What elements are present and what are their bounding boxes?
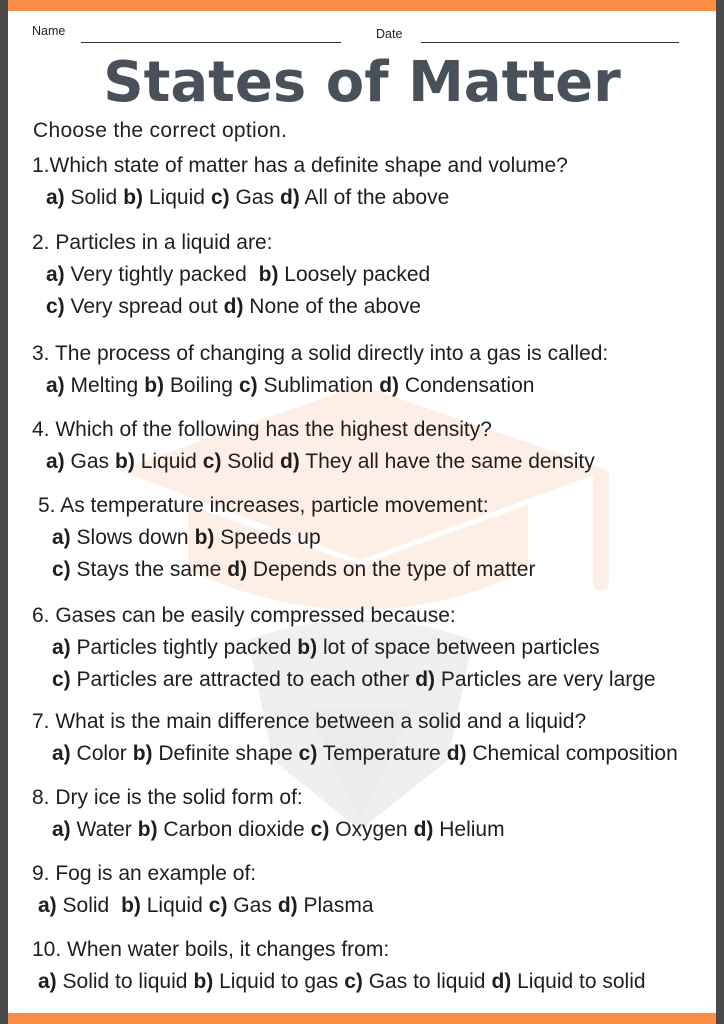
question-8 xyxy=(8,782,716,846)
question-stem: 3. The process of changing a solid directly into a gas is called: xyxy=(32,342,609,365)
option-text: Color xyxy=(70,742,127,765)
option-text: They all have the same density xyxy=(299,450,595,473)
option-text: lot of space between particles xyxy=(317,636,600,659)
option-key: d) xyxy=(227,558,248,581)
option-key: b) xyxy=(194,526,215,549)
question-9 xyxy=(8,858,716,922)
options-row xyxy=(8,890,716,922)
question-stem: 9. Fog is an example of: xyxy=(32,862,257,885)
answer-option-c[interactable] xyxy=(46,295,218,318)
options-row xyxy=(8,814,716,846)
answer-option-c[interactable] xyxy=(344,970,485,993)
option-text: None of the above xyxy=(243,295,421,318)
answer-option-a[interactable] xyxy=(52,526,189,549)
option-text: Melting xyxy=(64,374,139,397)
option-key: d) xyxy=(223,295,244,318)
option-key: d) xyxy=(415,668,436,691)
option-key: b) xyxy=(123,186,144,209)
option-text: Slows down xyxy=(70,526,189,549)
option-key: c) xyxy=(298,742,318,765)
question-5 xyxy=(8,490,716,586)
answer-option-b[interactable] xyxy=(123,186,205,209)
question-1 xyxy=(8,150,716,214)
option-key: d) xyxy=(446,742,467,765)
option-key: b) xyxy=(121,894,141,917)
option-text: Gas xyxy=(227,894,272,917)
option-key: b) xyxy=(132,742,153,765)
option-text: Definite shape xyxy=(152,742,293,765)
option-text: Speeds up xyxy=(214,526,321,549)
answer-option-d[interactable] xyxy=(447,742,678,765)
option-key: c) xyxy=(210,186,230,209)
options-row xyxy=(8,554,716,586)
answer-option-d[interactable] xyxy=(414,818,505,841)
answer-option-b[interactable] xyxy=(115,450,197,473)
answer-option-b[interactable] xyxy=(133,742,293,765)
option-key: b) xyxy=(193,970,214,993)
answer-option-d[interactable] xyxy=(415,668,655,691)
worksheet-page xyxy=(8,0,716,1024)
answer-option-a[interactable] xyxy=(38,970,187,993)
answer-option-b[interactable] xyxy=(195,526,321,549)
options-row xyxy=(8,291,716,323)
question-stem: 6. Gases can be easily compressed because: xyxy=(32,604,456,627)
option-text: Water xyxy=(70,818,132,841)
option-key: b) xyxy=(297,636,318,659)
answer-option-d[interactable] xyxy=(224,295,421,318)
answer-option-a[interactable] xyxy=(52,636,291,659)
answer-option-d[interactable] xyxy=(491,970,645,993)
answer-option-c[interactable] xyxy=(52,668,409,691)
answer-option-b[interactable] xyxy=(144,374,233,397)
option-key: c) xyxy=(344,970,363,993)
answer-option-d[interactable] xyxy=(280,186,449,209)
question-stem: 7. What is the main difference between a solid and a liquid? xyxy=(32,710,587,733)
answer-option-b[interactable] xyxy=(138,818,305,841)
option-key: c) xyxy=(202,450,222,473)
option-key: d) xyxy=(491,970,512,993)
answer-option-b[interactable] xyxy=(193,970,338,993)
option-text: Gas to liquid xyxy=(362,970,486,993)
option-key: a) xyxy=(46,263,65,286)
question-stem: 2. Particles in a liquid are: xyxy=(32,231,273,254)
header-fields xyxy=(8,22,716,46)
option-key: b) xyxy=(144,374,165,397)
option-key: c) xyxy=(238,374,258,397)
option-text: Liquid to solid xyxy=(511,970,646,993)
answer-option-d[interactable] xyxy=(280,450,595,473)
option-text: Very tightly packed xyxy=(64,263,253,286)
option-key: a) xyxy=(52,526,71,549)
option-text: Particles tightly packed xyxy=(70,636,292,659)
date-label: Date xyxy=(376,27,403,41)
answer-option-c[interactable] xyxy=(311,818,408,841)
options-row xyxy=(8,522,716,554)
answer-option-c[interactable] xyxy=(209,894,272,917)
option-text: Stays the same xyxy=(70,558,222,581)
options-row xyxy=(8,664,716,696)
question-6 xyxy=(8,600,716,696)
option-text: Boiling xyxy=(164,374,233,397)
answer-option-c[interactable] xyxy=(299,742,441,765)
question-stem: 1.Which state of matter has a definite shape and volume? xyxy=(32,154,568,177)
option-text: Helium xyxy=(433,818,505,841)
answer-option-a[interactable] xyxy=(52,818,132,841)
answer-option-a[interactable] xyxy=(46,450,109,473)
option-key: d) xyxy=(279,450,300,473)
option-key: d) xyxy=(379,374,400,397)
page-title: States of Matter xyxy=(103,50,621,115)
top-accent-bar xyxy=(8,0,716,11)
answer-option-a[interactable] xyxy=(46,263,253,286)
options-row xyxy=(8,370,716,402)
options-row xyxy=(8,182,716,214)
options-row xyxy=(8,966,716,998)
option-key: a) xyxy=(38,894,57,917)
question-3 xyxy=(8,338,716,402)
name-label: Name xyxy=(32,24,66,38)
options-row xyxy=(8,446,716,478)
answer-option-a[interactable] xyxy=(52,742,127,765)
option-text: Liquid to gas xyxy=(213,970,339,993)
option-text: Gas xyxy=(64,450,110,473)
option-key: c) xyxy=(310,818,330,841)
option-key: b) xyxy=(258,263,279,286)
instructions: Choose the correct option. xyxy=(33,119,288,142)
question-stem: 10. When water boils, it changes from: xyxy=(32,938,390,961)
answer-option-d[interactable] xyxy=(227,558,535,581)
option-key: c) xyxy=(52,668,71,691)
option-key: c) xyxy=(208,894,228,917)
answer-option-d[interactable] xyxy=(278,894,374,917)
answer-option-b[interactable] xyxy=(297,636,599,659)
option-text: Chemical composition xyxy=(466,742,678,765)
option-text: Particles are very large xyxy=(435,668,656,691)
option-text: Liquid xyxy=(134,450,197,473)
question-stem: 5. As temperature increases, particle movement: xyxy=(38,494,489,517)
option-text: Solid xyxy=(64,186,118,209)
option-key: b) xyxy=(137,818,158,841)
answer-option-c[interactable] xyxy=(203,450,274,473)
answer-option-a[interactable] xyxy=(38,894,115,917)
option-text: Solid to liquid xyxy=(56,970,188,993)
options-row xyxy=(8,738,716,770)
option-text: Solid xyxy=(221,450,274,473)
option-text: Gas xyxy=(229,186,274,209)
option-text: Particles are attracted to each other xyxy=(70,668,410,691)
option-text: Solid xyxy=(56,894,116,917)
answer-option-a[interactable] xyxy=(46,374,138,397)
question-stem: 4. Which of the following has the highest density? xyxy=(32,418,492,441)
date-field[interactable] xyxy=(421,42,679,43)
answer-option-b[interactable] xyxy=(259,263,431,286)
options-row xyxy=(8,632,716,664)
option-text: Liquid xyxy=(143,186,205,209)
option-key: a) xyxy=(46,186,65,209)
option-key: a) xyxy=(46,374,65,397)
answer-option-a[interactable] xyxy=(46,186,117,209)
option-key: d) xyxy=(279,186,300,209)
option-text: Liquid xyxy=(140,894,203,917)
option-text: Plasma xyxy=(297,894,374,917)
option-key: a) xyxy=(52,818,71,841)
question-10 xyxy=(8,934,716,998)
option-key: d) xyxy=(413,818,434,841)
option-key: c) xyxy=(52,558,71,581)
option-key: d) xyxy=(277,894,298,917)
answer-option-c[interactable] xyxy=(52,558,221,581)
answer-option-d[interactable] xyxy=(379,374,534,397)
option-text: Very spread out xyxy=(64,295,218,318)
answer-option-c[interactable] xyxy=(211,186,274,209)
question-4 xyxy=(8,414,716,478)
option-key: a) xyxy=(38,970,57,993)
option-key: c) xyxy=(46,295,65,318)
option-text: Oxygen xyxy=(329,818,408,841)
name-field[interactable] xyxy=(81,42,341,43)
option-text: Depends on the type of matter xyxy=(247,558,536,581)
option-text: Sublimation xyxy=(257,374,374,397)
question-7 xyxy=(8,706,716,770)
option-key: a) xyxy=(52,636,71,659)
option-text: All of the above xyxy=(299,186,450,209)
option-text: Condensation xyxy=(399,374,535,397)
option-key: a) xyxy=(46,450,65,473)
options-row xyxy=(8,259,716,291)
question-stem: 8. Dry ice is the solid form of: xyxy=(32,786,303,809)
answer-option-b[interactable] xyxy=(121,894,203,917)
option-key: a) xyxy=(52,742,71,765)
option-text: Loosely packed xyxy=(278,263,431,286)
answer-option-c[interactable] xyxy=(239,374,373,397)
option-text: Temperature xyxy=(317,742,441,765)
question-2 xyxy=(8,227,716,323)
option-key: b) xyxy=(115,450,135,473)
option-text: Carbon dioxide xyxy=(157,818,305,841)
bottom-accent-bar xyxy=(8,1013,716,1024)
